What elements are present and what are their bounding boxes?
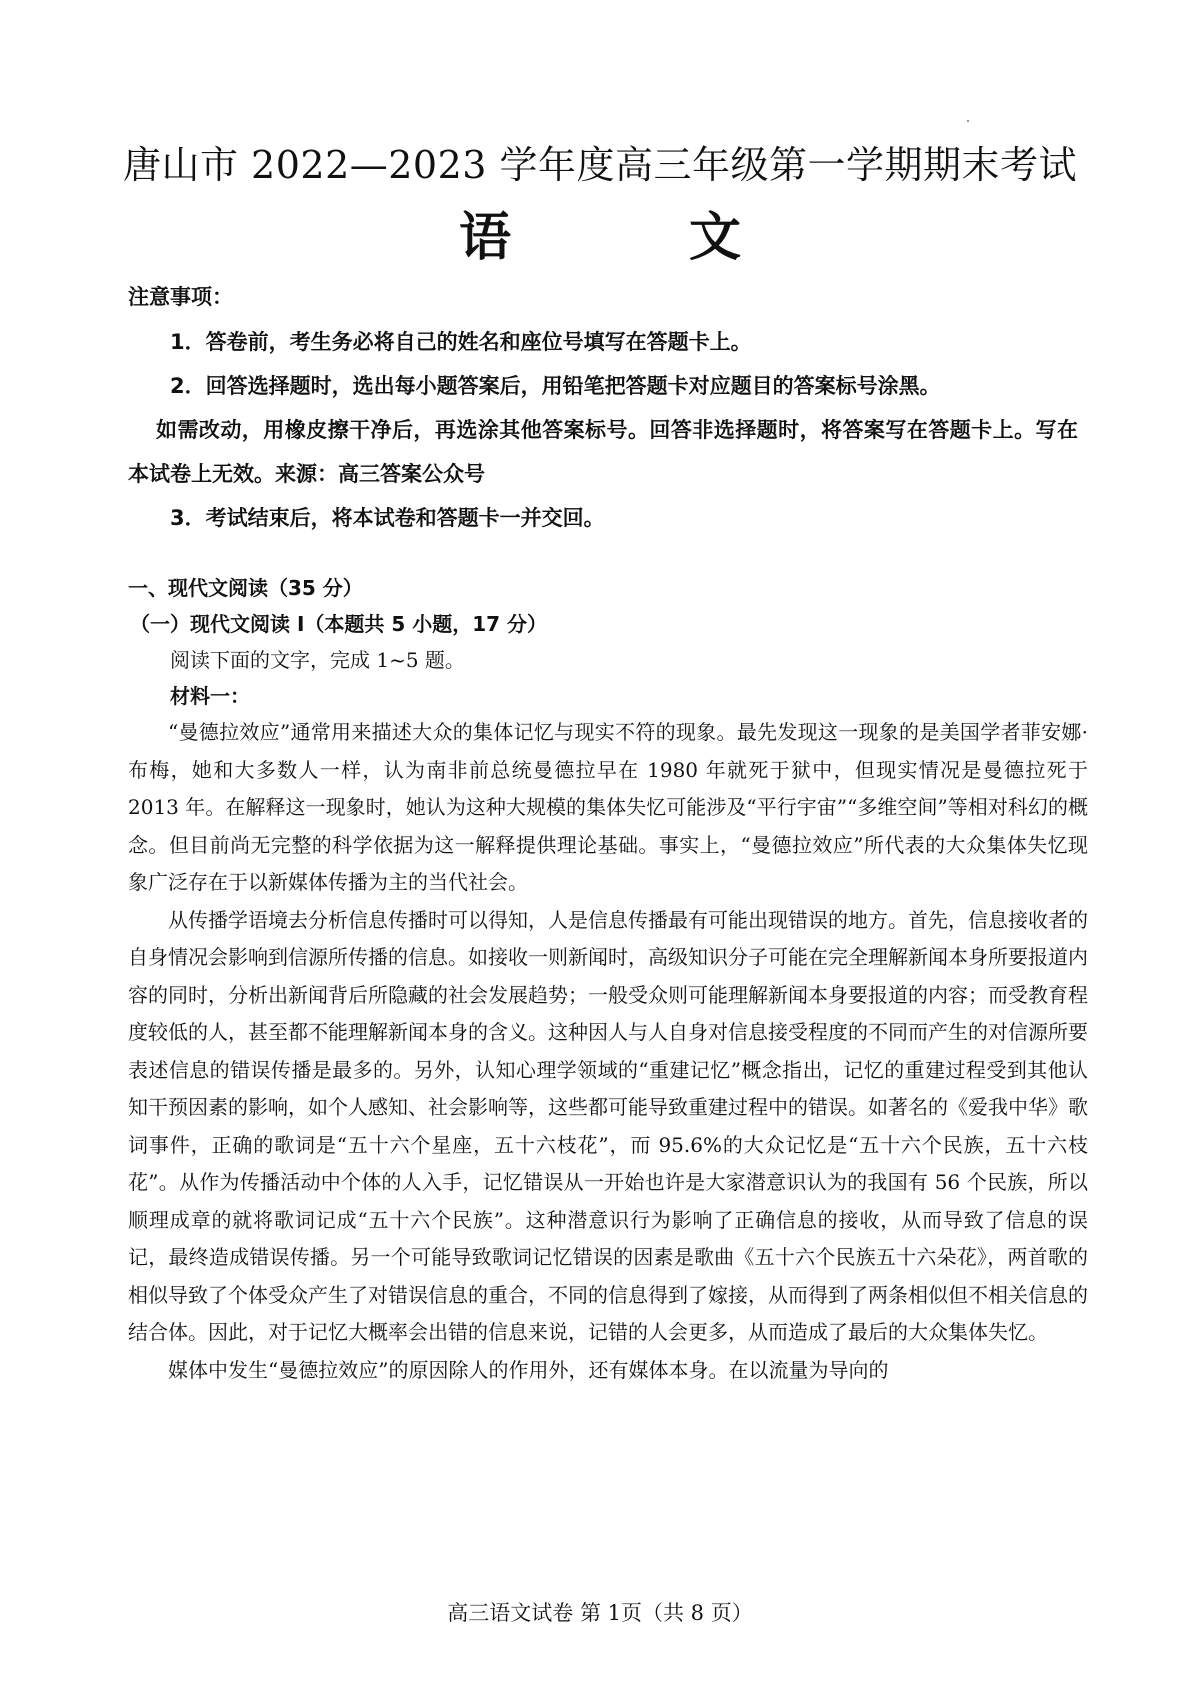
scan-speck xyxy=(967,120,969,122)
reading-section xyxy=(128,570,1088,1389)
notice-item-1: 1．答卷前，考生务必将自己的姓名和座位号填写在答题卡上。 xyxy=(170,330,752,354)
notice-list xyxy=(128,320,1078,540)
section-heading: 一、现代文阅读（35 分） xyxy=(128,576,363,600)
exam-title: 唐山市 2022—2023 学年度高三年级第一学期期末考试 xyxy=(122,143,1078,187)
subsection-heading: （一）现代文阅读 I（本题共 5 小题，17 分） xyxy=(130,612,548,636)
paragraph-2: 从传播学语境去分析信息传播时可以得知，人是信息传播最有可能出现错误的地方。首先，信息接收者的自身情况会影响到信源所传播的信息。如接收一则新闻时，高级知识分子可能在完全理解新闻本身所要报道内容的同时，分析出新闻背后所隐藏的社会发展趋势；一般受众则可能理解新闻本身要报道的内容；而受教育程度较低的人，甚至都不能理解新闻本身的含义。这种因人与人自身对信息接受程度的不同而产生的对信源所要表述信息的错误传播是最多的。另外，认知心理学领域的“重建记忆”概念指出，记忆的重建过程受到其他认知干预因素的影响，如个人感知、社会影响等，这些都可能导致重建过程中的错误。如著名的《爱我中华》歌词事件，正确的歌词是“五十六个星座，五十六枝花”，而 95.6%的大众记忆是“五十六个民族，五十六枝花”。从作为传播活动中个体的人入手，记忆错误从一开始也许是大家潜意识认为的我国有 56 个民族，所以顺理成章的就将歌词记成“五十六个民族”。这种潜意识行为影响了正确信息的接收，从而导致了信息的误记，最终造成错误传播。另一个可能导致歌词记忆错误的因素是歌曲《五十六个民族五十六朵花》，两首歌的相似导致了个体受众产生了对错误信息的重合，不同的信息得到了嫁接，从而得到了两条相似但不相关信息的结合体。因此，对于记忆大概率会出错的信息来说，记错的人会更多，从而造成了最后的大众集体失忆。 xyxy=(128,907,1088,1344)
material-label: 材料一： xyxy=(170,684,250,708)
notice-heading: 注意事项： xyxy=(128,284,233,309)
reading-instruction: 阅读下面的文字，完成 1~5 题。 xyxy=(170,648,465,672)
notice-item-2-continued: 如需改动，用橡皮擦干净后，再选涂其他答案标号。回答非选择题时，将答案写在答题卡上。写在本试卷上无效。来源：高三答案公众号 xyxy=(128,418,1078,486)
paragraph-3: 媒体中发生“曼德拉效应”的原因除人的作用外，还有媒体本身。在以流量为导向的 xyxy=(168,1357,889,1382)
subject-title: 语 文 xyxy=(458,207,822,268)
notice-item-2: 2．回答选择题时，选出每小题答案后，用铅笔把答题卡对应题目的答案标号涂黑。 xyxy=(170,374,941,398)
notice-item-3: 3．考试结束后，将本试卷和答题卡一并交回。 xyxy=(170,506,605,530)
paragraph-1: “曼德拉效应”通常用来描述大众的集体记忆与现实不符的现象。最先发现这一现象的是美国学者菲安娜·布梅，她和大多数人一样，认为南非前总统曼德拉早在 1980 年就死于狱中，但现实情况是曼德拉死于 2013 年。在解释这一现象时，她认为这种大规模的集体失忆可能涉及“平行宇宙”“多维空间”等相对科幻的概念。但目前尚无完整的科学依据为这一解释提供理论基础。事实上，“曼德拉效应”所代表的大众集体失忆现象广泛存在于以新媒体传播为主的当代社会。 xyxy=(128,720,1088,894)
page-footer: 高三语文试卷 第 1页（共 8 页） xyxy=(447,1601,753,1625)
